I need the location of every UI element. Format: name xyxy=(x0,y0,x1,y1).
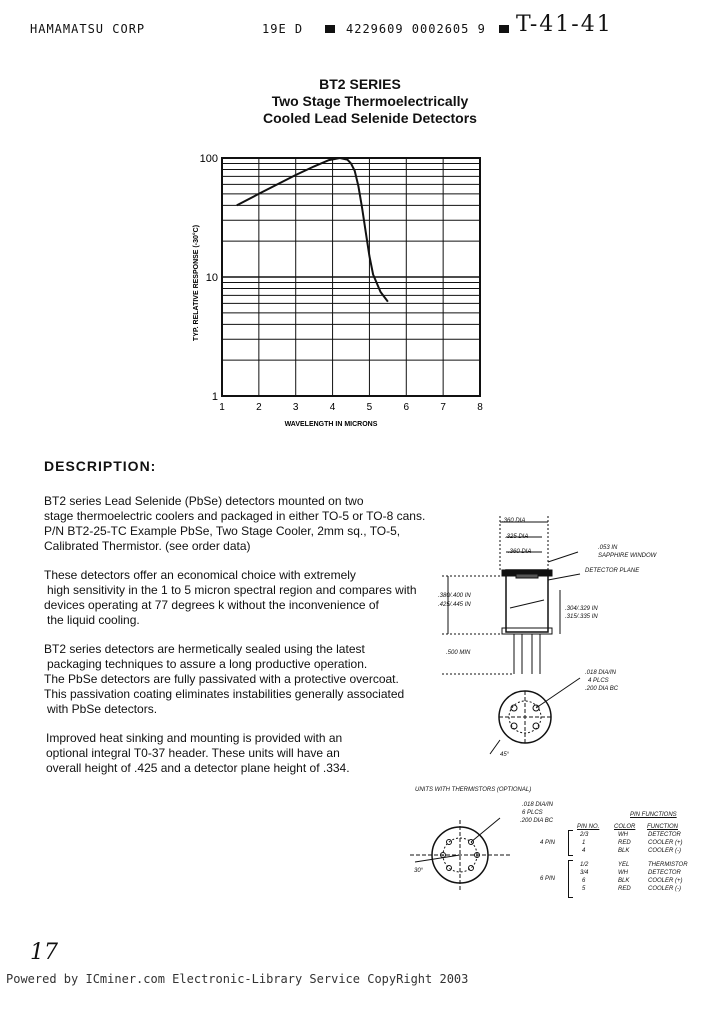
pin xyxy=(511,705,517,711)
dim-angle: 45° xyxy=(500,752,510,758)
dim-window-2: SAPPHIRE WINDOW xyxy=(598,553,657,559)
dim-places: 4 PLCS xyxy=(588,678,609,684)
pin-function: COOLER (+) xyxy=(648,878,683,884)
pin-no: 5 xyxy=(582,886,586,892)
pin xyxy=(469,866,474,871)
x-tick-labels xyxy=(219,402,483,413)
can-base xyxy=(502,628,552,634)
pin-color: YEL xyxy=(618,862,630,868)
pin-table-header-color: COLOR xyxy=(614,824,636,830)
pin-function: DETECTOR xyxy=(648,870,681,876)
p2-line: high sensitivity in the 1 to 5 micron spectral region and compares with xyxy=(47,583,417,597)
pin-no: 1 xyxy=(582,840,586,846)
description-p3 xyxy=(44,642,444,717)
dim-lead-dia: .018 DIA/IN xyxy=(585,670,617,676)
page-number: 17 xyxy=(30,940,58,965)
pin-no: 6 xyxy=(582,878,586,884)
p3-line: packaging techniques to assure a long productive operation. xyxy=(47,657,368,671)
header-code: 19E D xyxy=(262,22,304,36)
leader-line xyxy=(548,574,580,580)
pin-function: COOLER (-) xyxy=(648,886,681,892)
leader-line xyxy=(536,678,580,708)
p2-line: the liquid cooling. xyxy=(47,613,140,627)
pin-group-4: 4 PIN xyxy=(540,840,556,846)
x-tick-label: 1 xyxy=(219,402,225,413)
y-tick-label: 100 xyxy=(199,153,218,165)
leader-line xyxy=(471,818,500,842)
angle-line xyxy=(415,855,460,862)
window xyxy=(516,574,538,578)
y-tick-labels xyxy=(200,153,218,403)
y-axis-label: TYP. RELATIVE RESPONSE (-30°C) xyxy=(193,224,200,342)
p4-line: Improved heat sinking and mounting is provided with an xyxy=(46,731,343,745)
therm-angle: 30° xyxy=(414,868,424,874)
pin-function: COOLER (+) xyxy=(648,840,683,846)
dim-lead-len: .500 MIN xyxy=(446,650,471,656)
x-tick-label: 4 xyxy=(329,402,336,413)
x-tick-label: 2 xyxy=(256,402,262,413)
package-drawing xyxy=(430,512,710,772)
pin-color: RED xyxy=(618,840,631,846)
header-mark xyxy=(325,25,335,33)
header-docnum: 4229609 0002605 9 xyxy=(346,22,486,36)
pin-function: DETECTOR xyxy=(648,832,681,838)
pin-function: COOLER (-) xyxy=(648,848,681,854)
pin-color: RED xyxy=(618,886,631,892)
detector-element xyxy=(510,600,544,608)
pin-table-title: PIN FUNCTIONS xyxy=(630,812,677,818)
therm-places: 6 PLCS xyxy=(522,810,543,816)
pin-no: 1/2 xyxy=(580,862,589,868)
p1-line: Calibrated Thermistor. (see order data) xyxy=(44,539,251,553)
p1-line: stage thermoelectric coolers and packaged in either TO-5 or TO-8 cans. xyxy=(44,509,426,523)
therm-bottom-view xyxy=(405,800,515,900)
header-ref: T-41-41 xyxy=(516,12,613,37)
angle-line xyxy=(490,740,500,754)
therm-bolt-circle: .200 DIA BC xyxy=(520,818,554,824)
powered-by-footer: Powered by ICminer.com Electronic-Library Service CopyRight 2003 xyxy=(6,972,469,986)
dim-plane-h: .304/.329 IN xyxy=(565,606,598,612)
title-line3: Cooled Lead Selenide Detectors xyxy=(263,110,477,126)
title-line2: Two Stage Thermoelectrically xyxy=(271,93,469,109)
dim-dia-2: .325 DIA xyxy=(505,534,529,540)
company-name: HAMAMATSU CORP xyxy=(30,22,146,36)
pin-no: 4 xyxy=(582,848,586,854)
pin-no: 3/4 xyxy=(580,870,589,876)
dim-height-2: .425/.445 IN xyxy=(438,602,471,608)
p4-line: optional integral T0-37 header. These units will have an xyxy=(46,746,340,760)
pin-row xyxy=(580,832,588,838)
pin-color: WH xyxy=(618,832,628,838)
y-tick-label: 10 xyxy=(205,272,218,284)
header-mark-2 xyxy=(499,25,509,33)
series-line-bt2 xyxy=(237,158,388,302)
pin-color: BLK xyxy=(618,878,630,884)
x-tick-label: 6 xyxy=(403,402,410,413)
description-p1 xyxy=(44,494,444,554)
leader-line xyxy=(548,552,578,562)
p3-line: BT2 series detectors are hermetically sealed using the latest xyxy=(44,642,365,656)
bracket xyxy=(568,830,573,856)
y-tick-label: 1 xyxy=(211,391,218,403)
description-p4 xyxy=(46,731,446,776)
x-tick-label: 3 xyxy=(292,402,299,413)
pin xyxy=(447,866,452,871)
dim-detector-plane: DETECTOR PLANE xyxy=(585,568,640,574)
pin-table-header-function: FUNCTION xyxy=(647,824,678,830)
p4-line: overall height of .425 and a detector plane height of .334. xyxy=(46,761,350,775)
x-tick-label: 7 xyxy=(440,402,446,413)
description-heading: DESCRIPTION: xyxy=(44,458,157,474)
pin-group-6: 6 PIN xyxy=(540,876,556,882)
dim-plane-h-2: .315/.335 IN xyxy=(565,614,598,620)
x-tick-label: 5 xyxy=(366,402,373,413)
p2-line: These detectors offer an economical choice with extremely xyxy=(44,568,356,582)
bracket xyxy=(568,860,573,898)
description-p2 xyxy=(44,568,444,628)
x-tick-label: 8 xyxy=(477,402,483,413)
p3-line: with PbSe detectors. xyxy=(47,702,158,716)
dim-bolt-circle: .200 DIA BC xyxy=(585,686,619,692)
title-series: BT2 SERIES xyxy=(319,76,401,92)
pin xyxy=(447,840,452,845)
dim-dia-3: .360 DIA xyxy=(508,549,532,555)
therm-title: UNITS WITH THERMISTORS (OPTIONAL) xyxy=(415,787,532,793)
dim-dia-top: .360 DIA xyxy=(502,518,526,524)
p1-line: P/N BT2-25-TC Example PbSe, Two Stage Cooler, 2mm sq., TO-5, xyxy=(44,524,401,538)
pin-color: BLK xyxy=(618,848,630,854)
p1-line: BT2 series Lead Selenide (PbSe) detectors mounted on two xyxy=(44,494,364,508)
x-axis-label: WAVELENGTH IN MICRONS xyxy=(284,421,378,428)
p2-line: devices operating at 77 degrees k without the inconvenience of xyxy=(44,598,379,612)
dim-window: .053 IN xyxy=(598,545,618,551)
response-chart xyxy=(180,145,500,435)
pin-function: THERMISTOR xyxy=(648,862,688,868)
therm-lead-dia: .018 DIA/IN xyxy=(522,802,554,808)
pin-no: 2/3 xyxy=(580,832,589,838)
p3-line: The PbSe detectors are fully passivated with a protective overcoat. xyxy=(44,672,399,686)
pin-color: WH xyxy=(618,870,628,876)
dim-height: .380/.400 IN xyxy=(438,593,471,599)
pin-table-header-pin: PIN NO. xyxy=(577,824,600,830)
p3-line: This passivation coating eliminates instabilities generally associated xyxy=(44,687,405,701)
